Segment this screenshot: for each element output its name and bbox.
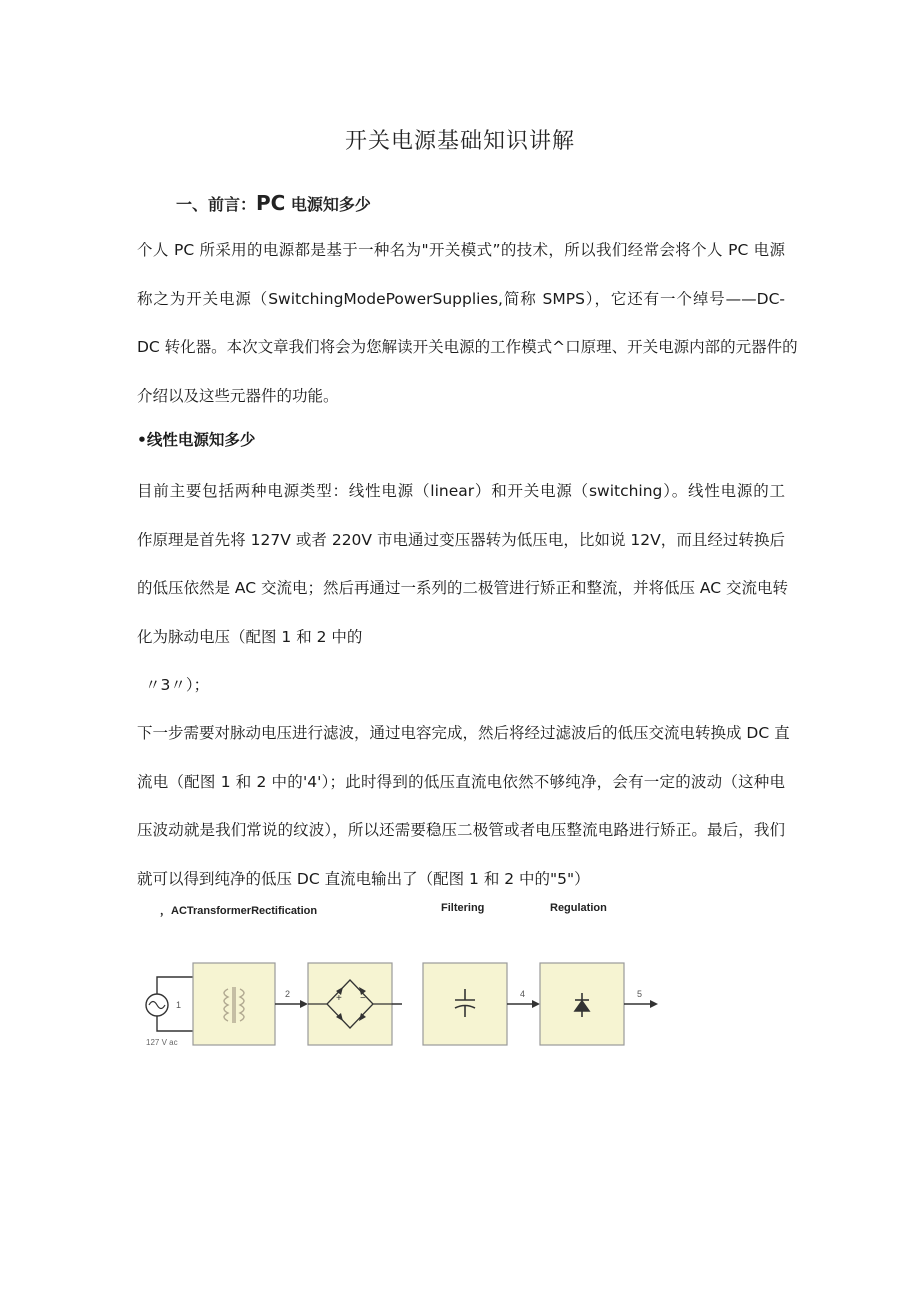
page-title: 开关电源基础知识讲解 (344, 129, 575, 154)
power-supply-block-diagram (140, 955, 660, 1050)
label-4: 4 (520, 989, 526, 999)
plus-sign: + (336, 993, 342, 1004)
section-heading-intro (176, 191, 371, 215)
paragraph-linear (137, 467, 789, 710)
source-voltage-label: 127 V ac (146, 1038, 178, 1047)
text-line: 称之为开关电源（SwitchingModePowerSupplies,简称 SMPS），它还有一个绰号——DC- (137, 289, 785, 308)
paragraph-filter (137, 709, 790, 903)
text-line: 介绍以及这些元器件的功能。 (137, 386, 339, 405)
label-1: 1 (176, 1000, 182, 1010)
minus-sign: − (360, 993, 366, 1004)
text-line: 的低压依然是 AC 交流电；然后再通过一系列的二极管进行矫正和整流，并将低压 AC 交流电转 (137, 579, 789, 597)
sine-wave-icon (149, 1002, 165, 1009)
text-line: 个人 PC 所采用的电源都是基于一种名为"开关模式”的技术，所以我们经常会将个人 PC 电源 (137, 241, 785, 259)
arrow-2-head (300, 1000, 308, 1008)
filter-block (423, 963, 507, 1045)
section-heading-linear: •线性电源知多少 (137, 431, 256, 449)
caption-regulation: Regulation (550, 902, 607, 914)
text-line: 化为脉动电压（配图 1 和 2 中的 (137, 627, 363, 646)
text-line: DC 转化器。本次文章我们将会为您解读开关电源的工作模式^口原理、开关电源内部的元器件的 (137, 338, 798, 356)
caption-filtering: Filtering (441, 902, 485, 914)
heading-pc: PC (256, 191, 286, 215)
label-2: 2 (285, 989, 291, 999)
text-line: 流电（配图 1 和 2 中的'4'）；此时得到的低压直流电依然不够纯净，会有一定的波动（这种电 (137, 772, 785, 791)
arrow-5-head (650, 1000, 658, 1008)
text-line: 〃3〃）； (145, 676, 210, 694)
heading-prefix: 一、前言： (176, 195, 257, 214)
text-line: 就可以得到纯净的低压 DC 直流电输出了（配图 1 和 2 中的"5"） (137, 869, 590, 888)
text-line: 下一步需要对脉动电压进行滤波，通过电容完成，然后将经过滤波后的低压交流电转换成 DC 直 (137, 724, 790, 742)
paragraph-intro (137, 226, 798, 420)
transformer-block (193, 963, 275, 1045)
text-line: 作原理是首先将 127V 或者 220V 市电通过变压器转为低压电，比如说 12V，而且经过转换后 (137, 530, 785, 549)
heading-suffix: 电源知多少 (285, 195, 371, 214)
text-line: 压波动就是我们常说的纹波），所以还需要稳压二极管或者电压整流电路进行矫正。最后，我们 (137, 821, 785, 839)
source-wire (157, 977, 193, 1031)
label-5: 5 (637, 989, 643, 999)
arrow-4-head (532, 1000, 540, 1008)
text-line: 目前主要包括两种电源类型：线性电源（linear）和开关电源（switching）。线性电源的工 (137, 482, 785, 500)
caption-ac-transformer-rectification: ，ACTransformerRectification (160, 905, 318, 917)
